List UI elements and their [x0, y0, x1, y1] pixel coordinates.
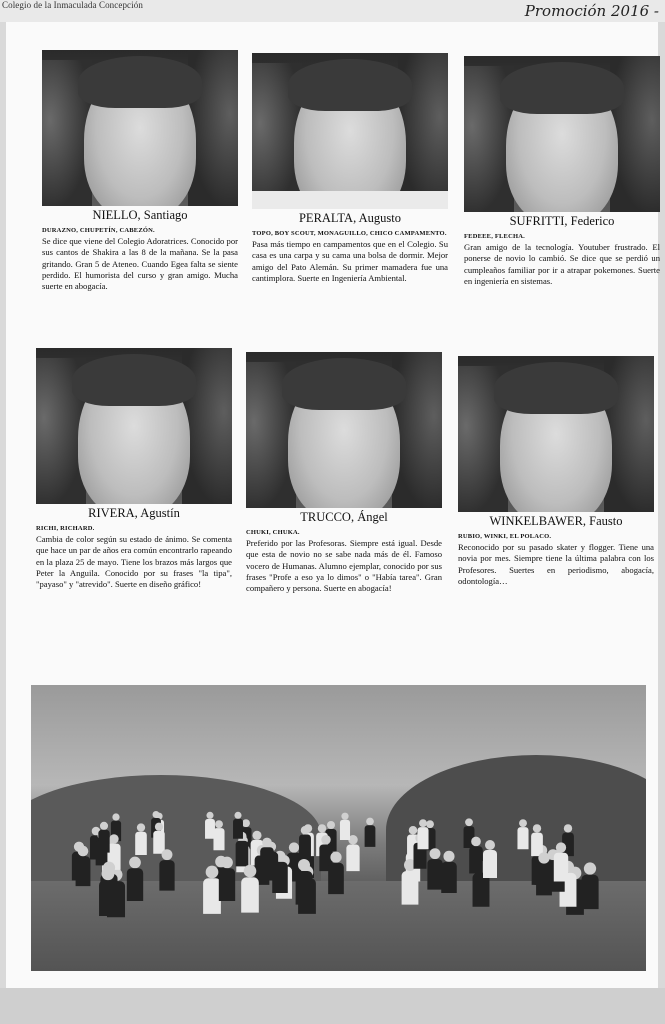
student-photo	[42, 50, 238, 206]
group-person	[99, 867, 117, 918]
promotion-title: Promoción 2016 -	[524, 2, 659, 20]
group-photo	[31, 685, 646, 971]
student-card-niello	[42, 50, 242, 292]
student-description: Se dice que viene del Colegio Adoratrices. Conocido por sus cantos de Shakira a las 8 de la mañana. Se la pasa gritando. Gran 5 de Ateneo. Cuando Egea falta se siente perdido. El humorista del curso y gran amigo. Mucha suerte en abogacía.	[42, 236, 238, 292]
group-person	[260, 838, 274, 877]
group-person	[299, 826, 311, 860]
student-photo	[252, 53, 448, 209]
student-card-sufritti	[464, 56, 664, 287]
group-person	[296, 859, 313, 907]
group-person	[483, 840, 497, 880]
student-card-peralta	[252, 53, 452, 284]
student-card-trucco	[246, 352, 446, 594]
group-person	[365, 818, 376, 849]
student-name: SUFRITTI, Federico	[509, 214, 615, 228]
group-person	[135, 823, 147, 856]
student-description: Gran amigo de la tecnología. Youtuber frustrado. El ponerse de novio lo cambió. Se dice que se perdió un cumpleaños familiar por ir a atrapar pokemones. Suerte en ingeniería en sistemas.	[464, 242, 660, 286]
student-description: Pasa más tiempo en campamentos que en el Colegio. Su casa es una carpa y su cama una bolsa de dormir. Mejor amigo del Pato Alemán. Su primer mamadera fue una cantimplora. Suerte en Ingeniería Ambiental.	[252, 239, 448, 283]
group-person	[219, 857, 235, 904]
group-person	[469, 837, 483, 876]
student-description: Reconocido por su pasado skater y flogger. Tiene una novia por mes. Siempre tiene la última palabra con los Profesores. Suertes en periodismo, abogacía, odontología…	[458, 542, 654, 586]
group-person	[233, 812, 243, 840]
school-name: Colegio de la Inmaculada Concepción	[2, 0, 143, 10]
student-nicknames: CHUKI, CHUKA.	[246, 529, 300, 536]
student-nicknames: TOPO, BOY SCOUT, MONAGUILLO, CHICO CAMPAMENTO.	[252, 230, 447, 237]
group-person	[417, 819, 428, 851]
group-person	[517, 819, 528, 851]
student-card-winkelbawer	[458, 356, 658, 587]
student-name: NIELLO, Santiago	[92, 208, 188, 222]
student-description: Cambia de color según su estado de ánimo. Se comenta que hace un par de años era común encontrarlo rapeando en la plaza 25 de mayo. Tiene los brazos más largos que Peter la Anguila. Conocido por su frases "la tipa", "payaso" y "atrevido". Suerte en diseño gráfico!	[36, 534, 232, 590]
student-name: PERALTA, Augusto	[298, 211, 402, 225]
group-person	[441, 851, 457, 895]
student-card-rivera	[36, 348, 236, 590]
group-crowd	[61, 805, 621, 915]
student-nicknames: DURAZNO, CHUPETÍN, CABEZÓN.	[42, 227, 155, 234]
group-person	[581, 862, 598, 911]
group-person	[536, 852, 552, 897]
group-person	[340, 813, 350, 842]
group-person	[159, 849, 174, 893]
group-person	[213, 820, 224, 852]
student-photo	[464, 56, 660, 212]
group-person	[328, 852, 344, 897]
page-bottom-edge	[0, 988, 665, 1024]
student-name: RIVERA, Agustín	[88, 506, 180, 520]
student-name: TRUCCO, Ángel	[300, 510, 388, 524]
student-nicknames: RUBIO, WINKI, EL POLACO.	[458, 533, 552, 540]
group-person	[76, 846, 91, 888]
page-header	[0, 0, 665, 22]
student-nicknames: FEDEEE, FLECHA.	[464, 233, 525, 240]
student-photo	[36, 348, 232, 504]
group-person	[241, 865, 259, 915]
student-name: WINKELBAWER, Fausto	[489, 514, 623, 528]
group-person	[554, 842, 568, 883]
group-person	[127, 857, 143, 904]
group-person	[205, 812, 215, 840]
student-description: Preferido por las Profesoras. Siempre está igual. Desde que esta de novio no se sabe nada más de él. Famoso vocero de Humanas. Alumno ejemplar, conocido por sus frases "Profe a eso ya lo dimos" o "Había tarea". Gran compañero y persona. Suerte en abogacía!	[246, 538, 442, 594]
student-photo	[458, 356, 654, 512]
student-nicknames: RICHI, RICHARD.	[36, 525, 95, 532]
group-person	[98, 822, 109, 854]
student-photo	[246, 352, 442, 508]
